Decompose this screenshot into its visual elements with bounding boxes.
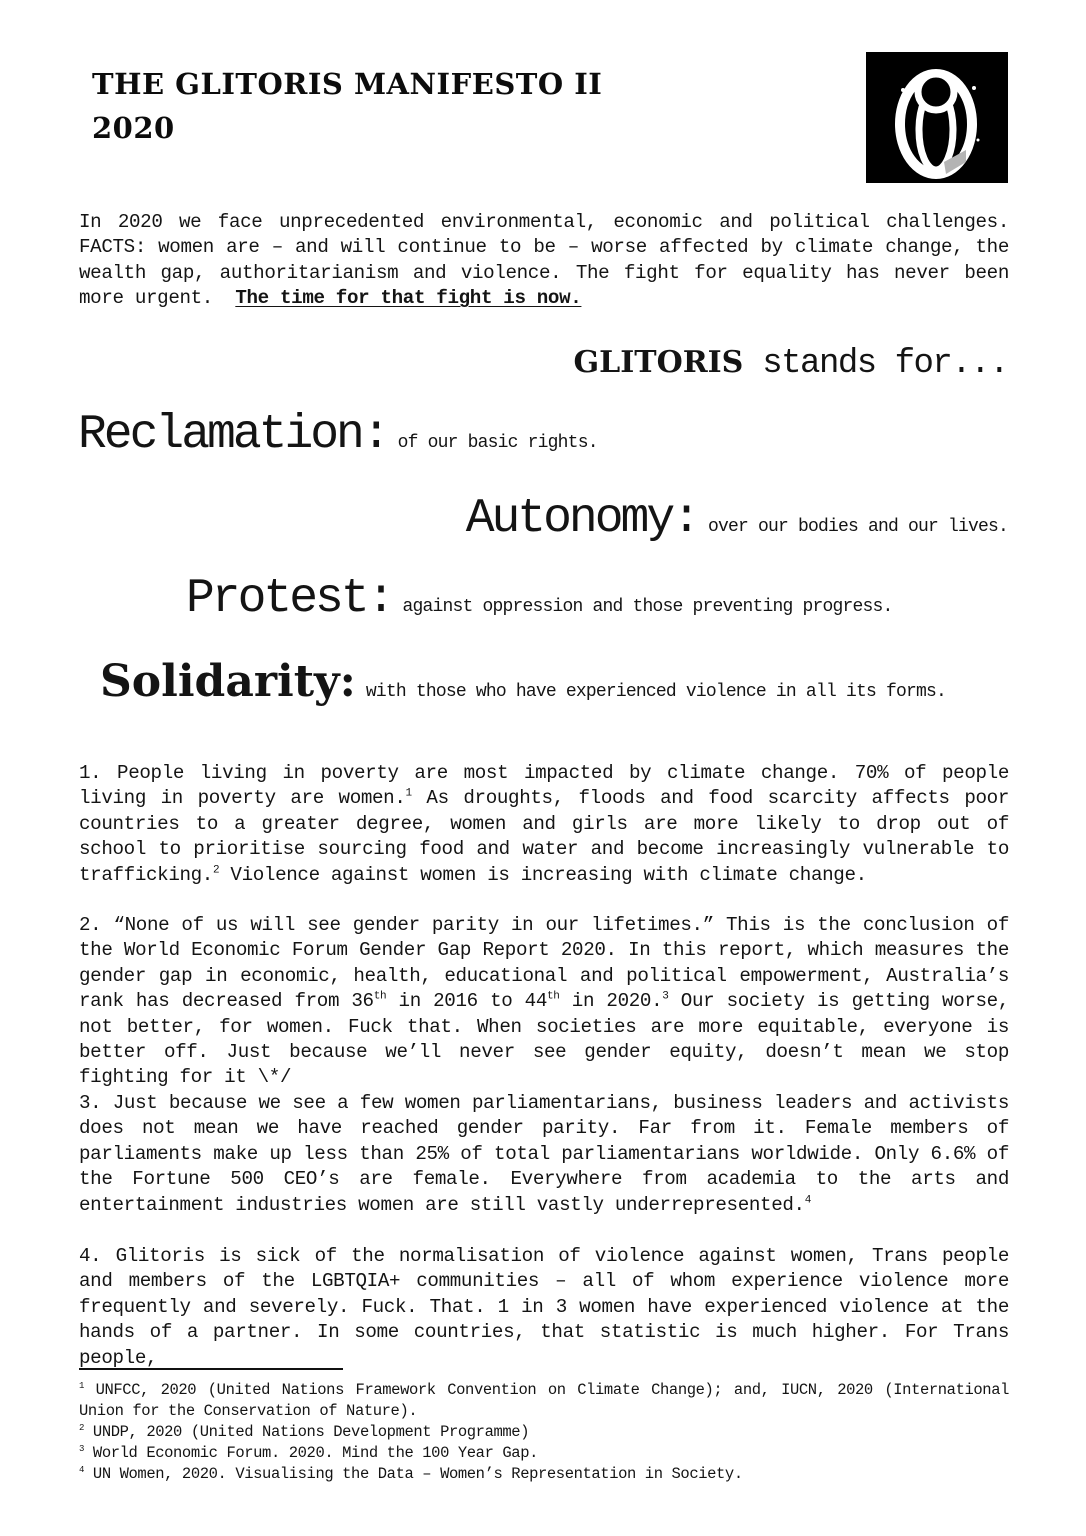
value-autonomy: [466, 492, 1008, 546]
footnote-1: [79, 1380, 1009, 1422]
value-reclamation: [78, 408, 598, 462]
point-text: As droughts, floods and food scarcity affects poor countries to a greater degree, women and girls are more likely to drop out of school to prioritise sourcing food and water and become increasingly vulnerable to trafficking.: [79, 787, 1009, 886]
value-solidarity: [100, 656, 946, 707]
point-text: Our society is getting worse, not better, for women. Fuck that. When societies are more equitable, everyone is better off. Just because we’ll never see gender equity, doesn’t mean we stop fighting for it \*/: [79, 990, 1010, 1089]
footnote-ref[interactable]: 4: [804, 1194, 811, 1207]
footnote-number: 3: [79, 1443, 85, 1454]
stands-for-heading: [574, 340, 1009, 387]
footnotes: [79, 1380, 1009, 1485]
footnote-number: 4: [79, 1464, 85, 1475]
point-2-paragraph: [79, 913, 1009, 1091]
intro-emphasis: The time for that fight is now.: [235, 287, 582, 310]
footnote-text: UNDP, 2020 (United Nations Development Programme): [84, 1423, 530, 1441]
value-description: with those who have experienced violence in all its forms.: [365, 682, 946, 702]
value-description: of our basic rights.: [397, 433, 598, 453]
footnote-text: UN Women, 2020. Visualising the Data – Women’s Representation in Society.: [84, 1465, 743, 1483]
footnote-divider: [79, 1368, 343, 1370]
title-line-1: THE GLITORIS MANIFESTO II: [92, 67, 603, 101]
footnote-ref[interactable]: 3: [662, 990, 669, 1003]
point-text: Violence against women is increasing with climate change.: [219, 863, 867, 886]
footnote-3: [79, 1443, 1009, 1464]
point-3-paragraph: [79, 1091, 1009, 1218]
document-title: [92, 62, 602, 150]
value-word: Solidarity:: [100, 656, 356, 707]
value-word: Autonomy:: [465, 492, 698, 546]
intro-text: In 2020 we face unprecedented environmental, economic and political challenges. FACTS: women are – and will continue to be – worse affected by climate change, the wealth gap, authoritarianism and violence. The fight for equality has never been more urgent.: [79, 211, 1009, 310]
point-text: 4. Glitoris is sick of the normalisation of violence against women, Trans people and members of the LGBTQIA+ communities – all of whom experience violence more frequently and severely. Fuck. That. 1 in 3 women have experienced violence at the hands of a partner. In some countries, that statistic is much higher. For Trans people,: [79, 1245, 1009, 1369]
footnote-number: 1: [79, 1380, 85, 1391]
footnote-ref[interactable]: 1: [405, 788, 412, 801]
point-4-paragraph: [79, 1244, 1009, 1371]
footnote-text: UNFCC, 2020 (United Nations Framework Convention on Climate Change); and, IUCN, 2020 (International Union for the Conservation of Nature).: [79, 1381, 1009, 1420]
point-text: 2. “None of us will see gender parity in our lifetimes.” This is the conclusion of the World Economic Forum Gender Gap Report 2020. In this report, which measures the gender gap in economic, health, educational and political empowerment, Australia’s rank has decreased from 36: [79, 914, 1009, 1013]
footnote-4: [79, 1464, 1009, 1485]
intro-paragraph: [79, 210, 1009, 312]
stands-for-rest: stands for...: [762, 345, 1008, 383]
value-word: Reclamation:: [78, 408, 388, 462]
value-protest: [186, 572, 893, 626]
point-text: in 2016 to 44: [386, 990, 548, 1013]
point-text: in 2020.: [559, 990, 663, 1013]
footnote-number: 2: [79, 1422, 85, 1433]
stands-for-brand: GLITORIS: [573, 345, 744, 380]
footnote-ref[interactable]: 2: [212, 864, 220, 877]
value-word: Protest:: [186, 572, 393, 626]
value-description: over our bodies and our lives.: [707, 517, 1008, 537]
point-text: 3. Just because we see a few women parliamentarians, business leaders and activists does not mean we have reached gender parity. Far from it. Female members of parliaments make up less than 25% of total parliamentarians worldwide. Only 6.6% of the Fortune 500 CEO’s are female. Everywhere from academia to the arts and entertainment industries women are still vastly underrepresented.: [79, 1092, 1009, 1216]
footnote-2: [79, 1422, 1009, 1443]
ordinal-suffix: th: [547, 990, 560, 1003]
glitoris-logo-icon: [866, 52, 1008, 183]
title-year: 2020: [92, 111, 175, 145]
point-1-paragraph: [79, 761, 1009, 888]
footnote-text: World Economic Forum. 2020. Mind the 100 Year Gap.: [84, 1444, 538, 1462]
value-description: against oppression and those preventing progress.: [402, 597, 893, 617]
ordinal-suffix: th: [373, 990, 387, 1003]
point-text: 1. People living in poverty are most impacted by climate change. 70% of people living in poverty are women.: [79, 762, 1009, 810]
